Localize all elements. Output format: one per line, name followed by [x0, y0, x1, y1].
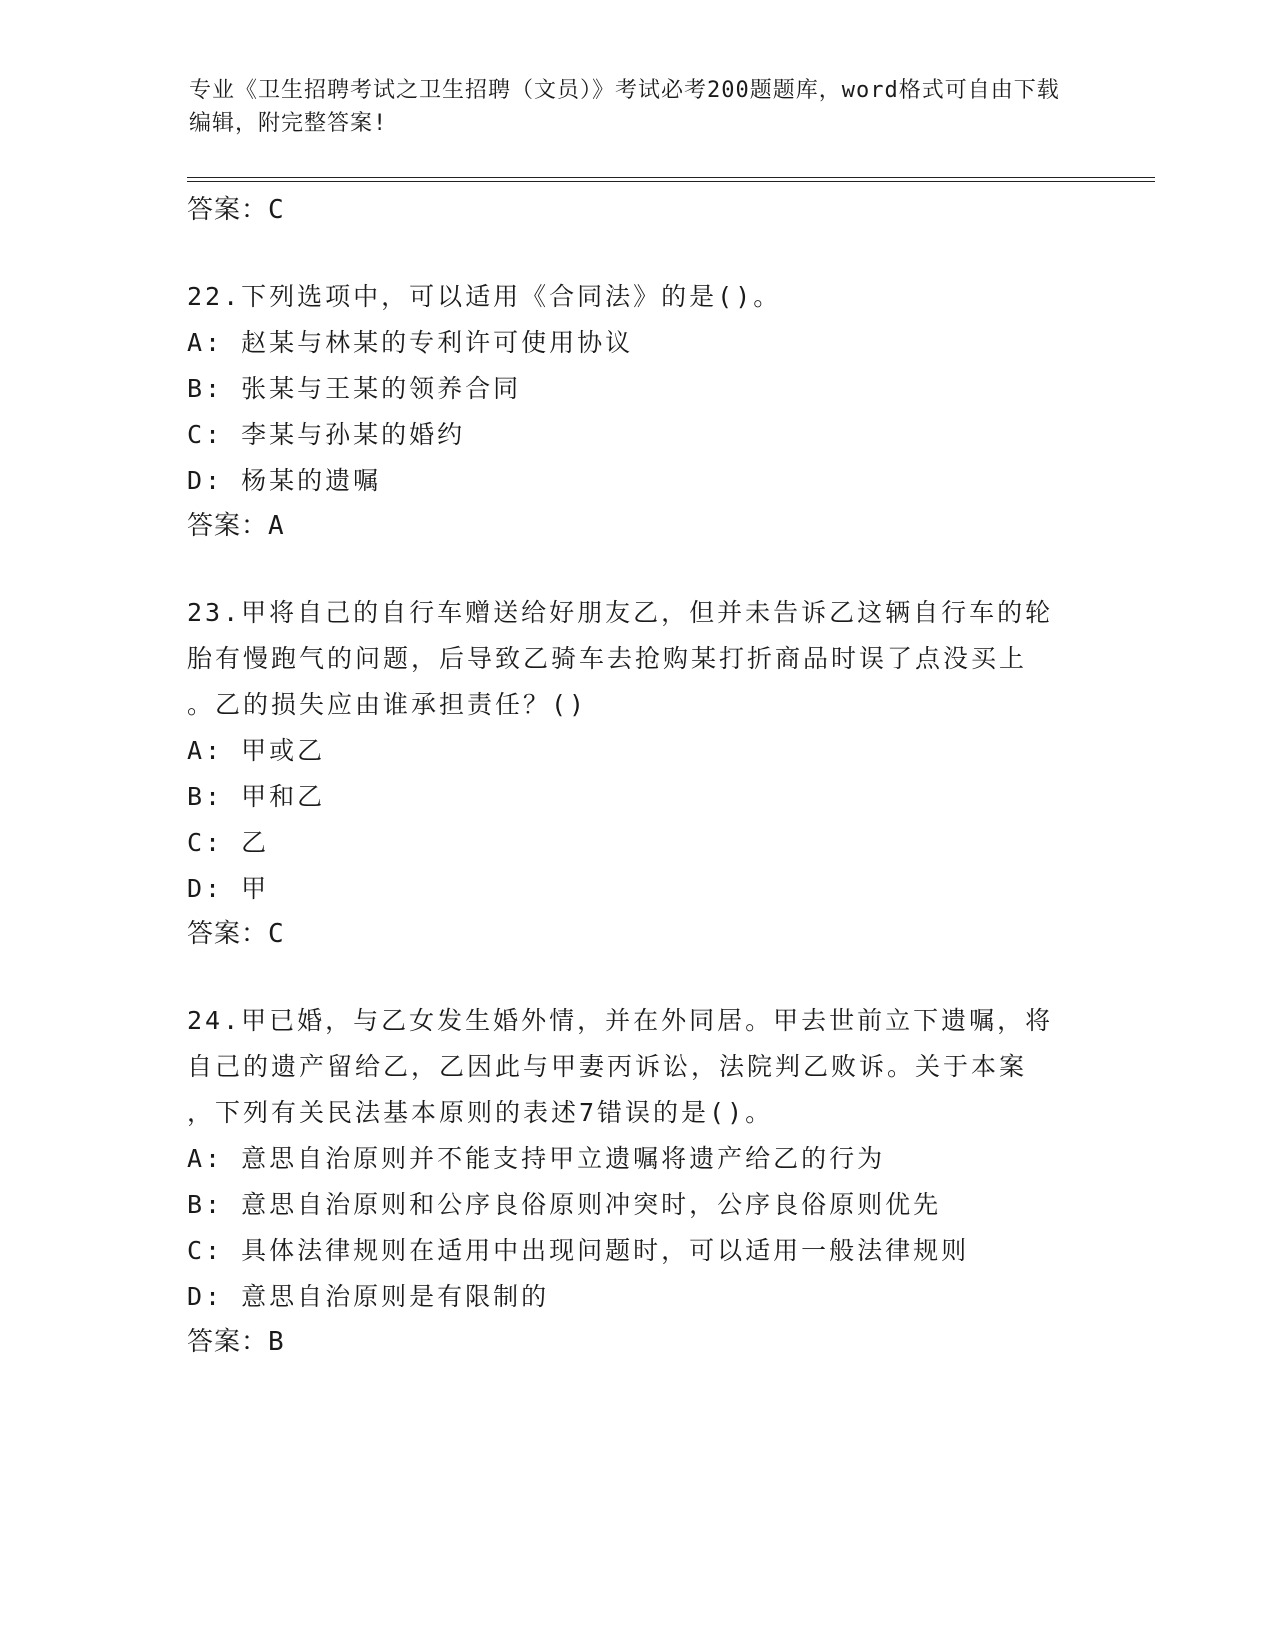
- option-d: D: 杨某的遗嘱: [187, 466, 382, 495]
- option-b: B: 甲和乙: [187, 782, 326, 811]
- option-d: D: 甲: [187, 874, 270, 903]
- header-divider: [187, 177, 1155, 182]
- option-a: A: 赵某与林某的专利许可使用协议: [187, 328, 634, 357]
- question-stem-line: 24.甲已婚，与乙女发生婚外情，并在外同居。甲去世前立下遗嘱，将: [187, 1006, 1054, 1035]
- question-23: [187, 590, 1087, 956]
- option-c: C: 李某与孙某的婚约: [187, 420, 466, 449]
- option-d: D: 意思自治原则是有限制的: [187, 1282, 550, 1311]
- spacer: [187, 548, 1087, 590]
- question-24: [187, 998, 1087, 1364]
- previous-answer: 答案：C: [187, 195, 285, 225]
- question-stem-line: ，下列有关民法基本原则的表述7错误的是()。: [187, 1098, 774, 1127]
- question-answer: 答案：A: [187, 511, 285, 541]
- spacer: [187, 956, 1087, 998]
- question-stem-line: 自己的遗产留给乙，乙因此与甲妻丙诉讼，法院判乙败诉。关于本案: [187, 1052, 1028, 1081]
- page-header-title: 专业《卫生招聘考试之卫生招聘（文员）》考试必考200题题库，word格式可自由下载编辑，附完整答案!: [189, 78, 1060, 136]
- option-c: C: 具体法律规则在适用中出现问题时，可以适用一般法律规则: [187, 1236, 970, 1265]
- question-stem: 22.下列选项中，可以适用《合同法》的是()。: [187, 282, 782, 311]
- option-a: A: 甲或乙: [187, 736, 326, 765]
- option-b: B: 意思自治原则和公序良俗原则冲突时，公序良俗原则优先: [187, 1190, 942, 1219]
- question-answer: 答案：C: [187, 919, 285, 949]
- question-stem-line: 23.甲将自己的自行车赠送给好朋友乙，但并未告诉乙这辆自行车的轮: [187, 598, 1054, 627]
- question-answer: 答案：B: [187, 1327, 285, 1357]
- question-stem-line: 胎有慢跑气的问题，后导致乙骑车去抢购某打折商品时误了点没买上: [187, 644, 1028, 673]
- question-stem-line: 。乙的损失应由谁承担责任？(): [187, 690, 588, 719]
- option-b: B: 张某与王某的领养合同: [187, 374, 522, 403]
- question-22: [187, 274, 1087, 548]
- option-c: C: 乙: [187, 828, 270, 857]
- question-list: [187, 188, 1087, 1364]
- spacer: [187, 232, 1087, 274]
- option-a: A: 意思自治原则并不能支持甲立遗嘱将遗产给乙的行为: [187, 1144, 886, 1173]
